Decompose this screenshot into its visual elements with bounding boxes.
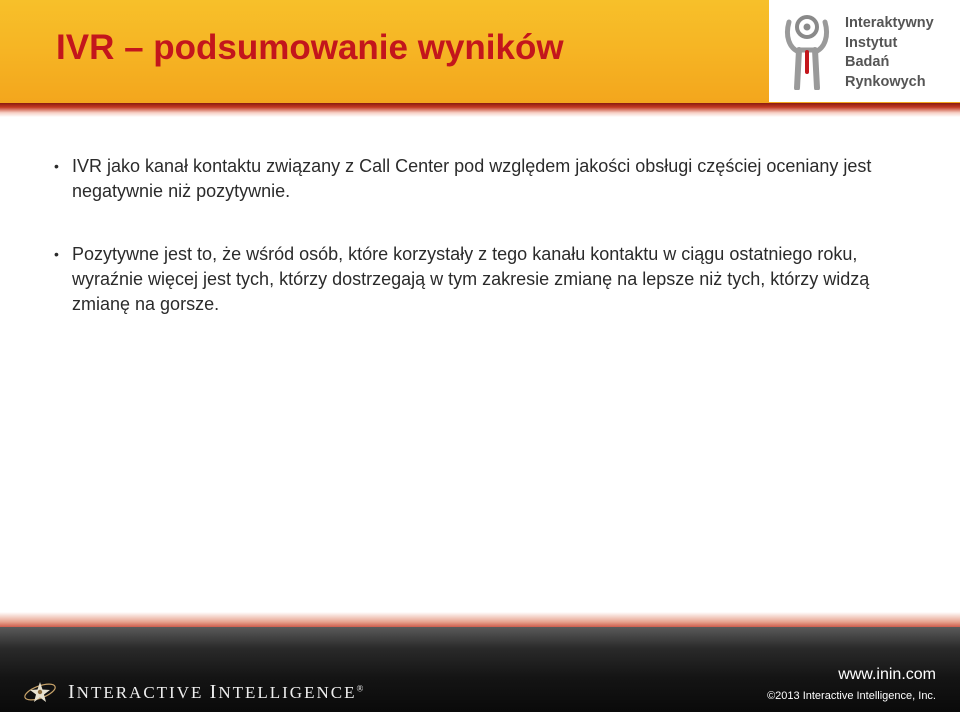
- bullet-text: IVR jako kanał kontaktu związany z Call Center pod względem jakości obsługi częściej oceniany jest negatywnie niż pozytywnie.: [72, 156, 872, 201]
- institute-name: [845, 14, 955, 92]
- interactive-intelligence-star-icon: [22, 679, 58, 705]
- brand-word: NTERACTIVE: [76, 683, 204, 702]
- bullet-text: Pozytywne jest to, że wśród osób, które korzystały z tego kanału kontaktu w ciągu ostatniego roku, wyraźnie więcej jest tych, którzy dostrzegają w tym zakresie zmianę na lepsze niż tych, którzy widzą zmianę na gorsze.: [72, 244, 870, 314]
- bullet-item: [50, 154, 910, 204]
- brand-word: NTELLIGENCE: [218, 683, 357, 702]
- header-divider: [0, 103, 960, 117]
- institute-logo: [769, 0, 960, 102]
- bullet-marker: •: [54, 158, 59, 174]
- logo-line: Badań: [845, 54, 890, 70]
- logo-line: Rynkowych: [845, 73, 926, 90]
- bullet-list: [50, 154, 910, 317]
- brand-initial: I: [209, 681, 219, 703]
- logo-line: Instytut: [845, 34, 898, 51]
- footer-url[interactable]: www.inin.com: [838, 666, 936, 683]
- bullet-marker: •: [54, 246, 59, 262]
- slide-title: IVR – podsumowanie wyników: [56, 28, 564, 67]
- logo-line: Interaktywny: [845, 15, 934, 31]
- footer-copyright: ©2013 Interactive Intelligence, Inc.: [767, 690, 936, 702]
- footer-brand: [68, 681, 365, 704]
- registered-mark: ®: [356, 683, 366, 694]
- brand-initial: I: [68, 681, 77, 703]
- iibr-figure-logo-icon: [783, 14, 831, 90]
- bullet-item: [50, 242, 910, 317]
